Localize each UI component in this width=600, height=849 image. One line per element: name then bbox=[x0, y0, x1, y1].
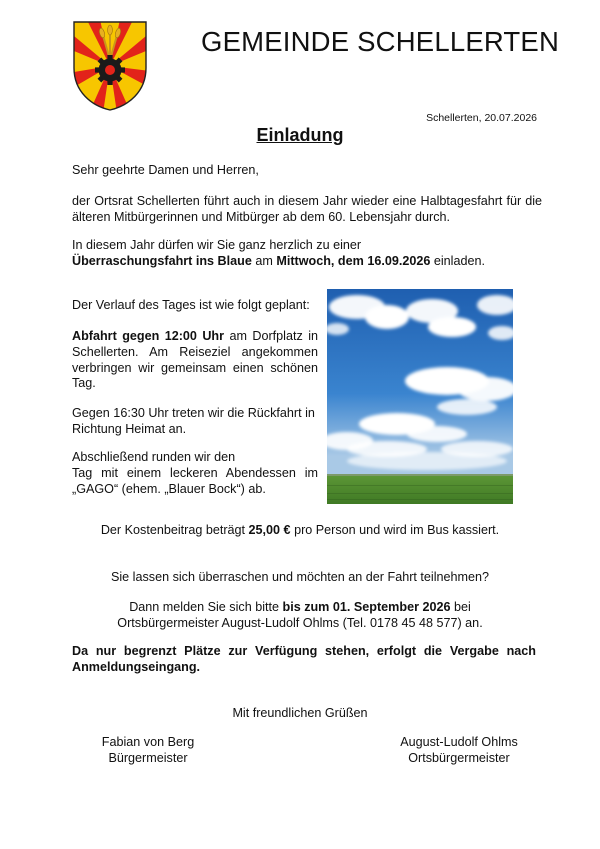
register-paragraph bbox=[0, 600, 600, 632]
cost-after: pro Person und wird im Bus kassiert. bbox=[290, 523, 500, 537]
cost-before: Der Kostenbeitrag beträgt bbox=[100, 523, 249, 537]
salutation: Sehr geehrte Damen und Herren, bbox=[72, 163, 259, 177]
signature-local-mayor bbox=[384, 735, 534, 767]
surprise-line-1: In diesem Jahr dürfen wir Sie ganz herzlich zu einer bbox=[72, 238, 362, 252]
dinner-line-2: Tag mit einem leckeren Abendessen im „GAGO“ (ehem. „Blauer Bock“) ab. bbox=[72, 465, 318, 496]
surprise-paragraph bbox=[72, 238, 542, 270]
departure-paragraph bbox=[72, 329, 318, 392]
departure-time: Abfahrt gegen 12:00 Uhr bbox=[72, 329, 225, 343]
signature-name: Fabian von Berg bbox=[101, 735, 195, 749]
register-line-2: Ortsbürgermeister August-Ludolf Ohlms (Tel. 0178 45 48 577) an. bbox=[117, 615, 483, 630]
letter-date: Schellerten, 20.07.2026 bbox=[426, 112, 537, 124]
page-title: GEMEINDE SCHELLERTEN bbox=[201, 26, 560, 57]
register-before: Dann melden Sie sich bitte bbox=[129, 600, 283, 614]
signature-role: Bürgermeister bbox=[108, 750, 188, 765]
sky-and-field-photo bbox=[327, 289, 513, 504]
trip-name: Überraschungsfahrt ins Blaue bbox=[72, 253, 252, 268]
cost-amount: 25,00 € bbox=[248, 523, 291, 537]
dinner-line-1: Abschließend runden wir den bbox=[72, 450, 236, 464]
surprise-am: am bbox=[251, 253, 277, 268]
letter-heading bbox=[0, 125, 600, 146]
register-after: bei bbox=[450, 600, 471, 614]
signature-name: August-Ludolf Ohlms bbox=[400, 735, 518, 749]
question-line: Sie lassen sich überraschen und möchten an der Fahrt teilnehmen? bbox=[110, 570, 490, 584]
cost-line bbox=[0, 523, 600, 539]
register-deadline: bis zum 01. September 2026 bbox=[282, 600, 451, 614]
signature-role: Ortsbürgermeister bbox=[408, 750, 510, 765]
heading-text: Einladung bbox=[256, 125, 344, 145]
signature-mayor bbox=[80, 735, 216, 767]
closing-greeting: Mit freundlichen Grüßen bbox=[232, 706, 368, 720]
intro-paragraph: der Ortsrat Schellerten führt auch in diesem Jahr wieder eine Halbtagesfahrt für die älteren Mitbürgerinnen und Mitbürger ab dem 60. Lebensjahr durch. bbox=[72, 194, 542, 224]
limited-seats-notice: Da nur begrenzt Plätze zur Verfügung stehen, erfolgt die Vergabe nach Anmeldungseingang. bbox=[72, 644, 536, 674]
return-paragraph: Gegen 16:30 Uhr treten wir die Rückfahrt in Richtung Heimat an. bbox=[72, 406, 315, 436]
dinner-paragraph bbox=[72, 450, 318, 497]
departure-details: am Dorfplatz in Schellerten. Am Reiseziel angekommen verbringen wir gemeinsam einen schönen Tag. bbox=[72, 329, 318, 391]
register-line-1 bbox=[0, 600, 600, 616]
surprise-line-2 bbox=[72, 254, 542, 270]
coat-of-arms-icon bbox=[72, 20, 148, 112]
trip-date: Mittwoch, dem 16.09.2026 bbox=[276, 253, 431, 268]
plan-intro: Der Verlauf des Tages ist wie folgt geplant: bbox=[72, 298, 310, 312]
surprise-end: einladen. bbox=[430, 253, 485, 268]
